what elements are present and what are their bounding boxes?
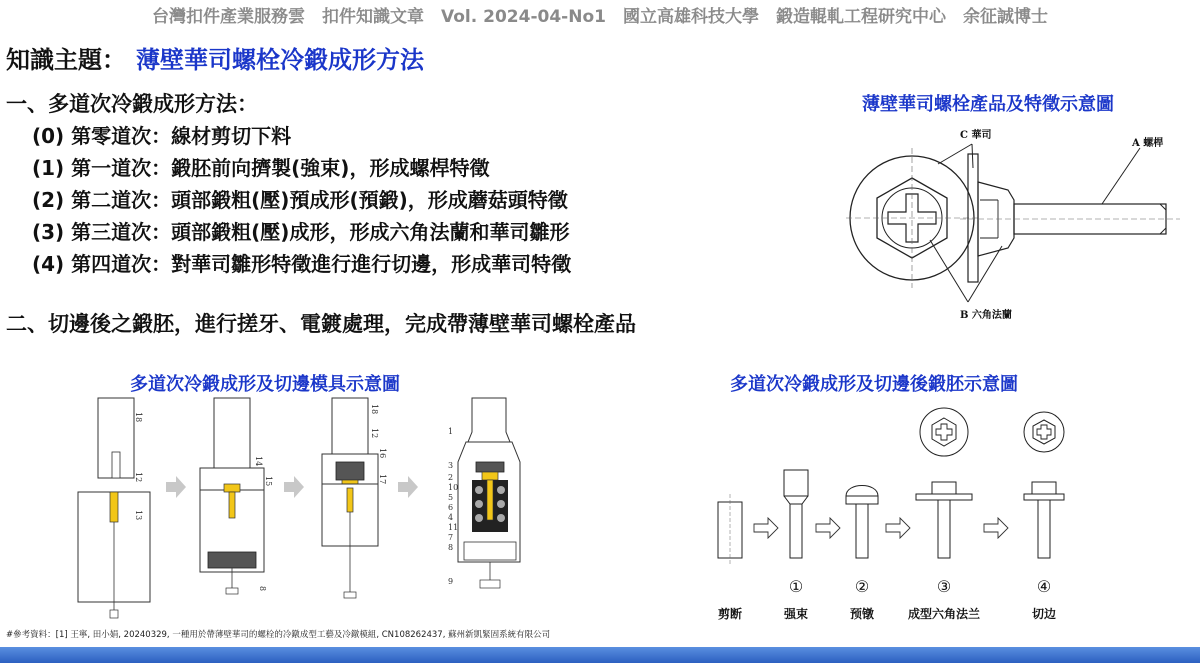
svg-text:2: 2 xyxy=(448,473,454,482)
process-step-0: (0) 第零道次：線材剪切下料 xyxy=(32,124,292,148)
svg-text:5: 5 xyxy=(448,493,454,502)
step-number-3: ③ xyxy=(936,577,952,596)
step-label-3: 成型六角法兰 xyxy=(907,607,981,621)
svg-text:15: 15 xyxy=(264,476,273,487)
die-diagram xyxy=(60,392,620,626)
die-stage-3 xyxy=(322,398,387,598)
section1-heading: 一、多道次冷鍛成形方法： xyxy=(6,92,258,116)
svg-text:10: 10 xyxy=(448,483,459,492)
process-step-1: (1) 第一道次：鍛胚前向擠製(強束)，形成螺桿特徵 xyxy=(32,156,490,180)
arrow-icon xyxy=(984,518,1008,538)
step-number-4: ④ xyxy=(1036,577,1052,596)
top-view-4 xyxy=(1024,412,1064,452)
topic-label: 知識主題： xyxy=(6,46,126,74)
arrow-icon xyxy=(166,476,186,498)
arrow-icon xyxy=(398,476,418,498)
arrow-icon xyxy=(284,476,304,498)
svg-text:12: 12 xyxy=(134,472,143,483)
svg-text:14: 14 xyxy=(254,456,263,467)
step-label-0: 剪断 xyxy=(717,607,743,621)
section2-heading: 二、切邊後之鍛胚，進行搓牙、電鍍處理，完成帶薄壁華司螺栓產品 xyxy=(6,312,636,336)
reference-note: #參考資料：[1] 王寧, 田小娟, 20240329, 一種用於帶薄壁華司的螺栓的冷鐓成型工藝及冷鐓模組, CN108262437, 蘇州新凱緊固系統有限公司 xyxy=(6,630,551,640)
svg-text:4: 4 xyxy=(448,513,454,522)
page-header: 台灣扣件產業服務雲 扣件知識文章 Vol. 2024-04-No1 國立高雄科技大學 鍛造輥軋工程研究中心 余征誠博士 xyxy=(152,7,1048,27)
svg-text:6: 6 xyxy=(448,503,454,512)
svg-text:7: 7 xyxy=(448,533,454,542)
topic-value: 薄壁華司螺栓冷鍛成形方法 xyxy=(136,46,424,74)
step-label-1: 强束 xyxy=(783,607,809,621)
svg-text:11: 11 xyxy=(448,523,459,532)
svg-text:3: 3 xyxy=(448,461,454,470)
die-stage-2 xyxy=(200,398,273,594)
process-step-3: (3) 第三道次：頭部鍛粗(壓)成形，形成六角法蘭和華司雛形 xyxy=(32,220,570,244)
blank-figure-caption: 多道次冷鍛成形及切邊後鍛胚示意圖 xyxy=(730,374,1018,395)
step-number-2: ② xyxy=(854,577,870,596)
svg-text:16: 16 xyxy=(378,448,387,459)
arrow-icon xyxy=(816,518,840,538)
svg-text:13: 13 xyxy=(134,510,143,521)
step-label-4: 切边 xyxy=(1031,607,1057,621)
arrow-icon xyxy=(886,518,910,538)
process-step-2: (2) 第二道次：頭部鍛粗(壓)預成形(預鍛)，形成蘑菇頭特徵 xyxy=(32,188,568,212)
process-step-4: (4) 第四道次：對華司雛形特徵進行進行切邊，形成華司特徵 xyxy=(32,252,572,276)
top-view-3 xyxy=(920,408,968,456)
svg-text:8: 8 xyxy=(258,586,267,592)
blank-diagram xyxy=(700,394,1100,626)
footer-bar xyxy=(0,647,1200,663)
product-figure-caption: 薄壁華司螺栓產品及特徵示意圖 xyxy=(862,94,1114,115)
die-stage-4 xyxy=(448,398,520,588)
label-a: A 螺桿 xyxy=(1132,138,1164,149)
svg-text:17: 17 xyxy=(378,474,387,485)
product-diagram xyxy=(840,120,1200,330)
label-c: C 華司 xyxy=(960,130,992,141)
die-stage-1 xyxy=(78,398,150,618)
label-b: B 六角法蘭 xyxy=(960,310,1012,321)
svg-text:18: 18 xyxy=(370,404,379,415)
topic-title xyxy=(6,40,424,75)
svg-text:18: 18 xyxy=(134,412,143,423)
step-label-2: 预镦 xyxy=(849,607,875,621)
arrow-icon xyxy=(754,518,778,538)
step-number-1: ① xyxy=(788,577,804,596)
svg-text:1: 1 xyxy=(448,427,454,436)
svg-text:8: 8 xyxy=(448,543,454,552)
process-step-list xyxy=(32,120,571,280)
die-figure-caption: 多道次冷鍛成形及切邊模具示意圖 xyxy=(130,374,400,395)
svg-text:9: 9 xyxy=(448,577,454,586)
svg-text:12: 12 xyxy=(370,428,379,439)
